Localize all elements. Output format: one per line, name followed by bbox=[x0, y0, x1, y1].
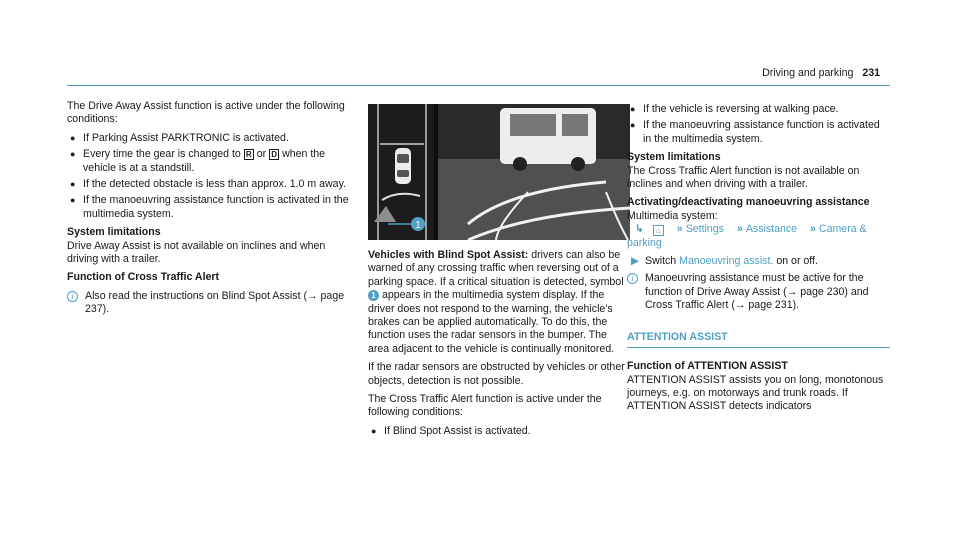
obstructed-text: If the radar sensors are obstructed by vehicles or other objects, detection is not possible. bbox=[368, 361, 625, 387]
running-head bbox=[762, 67, 880, 80]
nav-arrow-icon: » bbox=[810, 223, 816, 236]
note-text[interactable]: Also read the instructions on Blind Spot Assist (→ page 237). bbox=[85, 289, 345, 316]
step-arrow-icon: ▶ bbox=[631, 255, 640, 268]
car-top-icon bbox=[395, 148, 411, 184]
camera-screenshot bbox=[368, 104, 630, 240]
column-right bbox=[627, 103, 890, 419]
bullet-icon: ● bbox=[70, 149, 76, 160]
note bbox=[67, 290, 354, 317]
top-view-panel bbox=[368, 104, 434, 240]
page-number: 231 bbox=[862, 67, 880, 79]
attention-function-title: Function of ATTENTION ASSIST bbox=[627, 360, 788, 373]
intro-text: The Drive Away Assist function is active under the following conditions: bbox=[67, 100, 345, 126]
attention-assist-heading: ATTENTION ASSIST bbox=[627, 331, 890, 348]
bullet-icon: ● bbox=[371, 425, 377, 436]
column-middle bbox=[368, 104, 630, 443]
manoeuvring-assist-link[interactable]: Manoeuvring assist. bbox=[679, 255, 774, 268]
header-rule bbox=[67, 85, 890, 86]
list-item: ● If the manoeuvring assistance function is activated in the multimedia system. bbox=[630, 119, 880, 145]
nav-assistance[interactable]: Assistance bbox=[745, 223, 798, 236]
rear-camera-panel bbox=[438, 104, 630, 240]
gear-d-symbol: D bbox=[269, 149, 279, 160]
attention-text: ATTENTION ASSIST assists you on long, monotonous journeys, e.g. on motorways and trunk roads. If ATTENTION ASSIST detects indicators bbox=[627, 373, 884, 413]
activate-title: Activating/deactivating manoeuvring assistance bbox=[627, 196, 870, 209]
list-item: ● If Blind Spot Assist is activated. bbox=[371, 424, 531, 437]
limitations-title: System limitations bbox=[67, 226, 161, 239]
note-text: Manoeuvring assistance must be active for the function of Drive Away Assist (→ page 230) and Cross Traffic Alert (→ page 231). bbox=[645, 272, 869, 312]
dra-conditions-list bbox=[67, 132, 354, 221]
column-left bbox=[67, 100, 354, 322]
switch-step: ▶ Switch Manoeuvring assist. on or off. bbox=[631, 255, 818, 268]
info-icon: i bbox=[627, 273, 638, 284]
bullet-icon: ● bbox=[70, 132, 76, 143]
gear-r-symbol: R bbox=[244, 149, 254, 160]
note bbox=[627, 272, 890, 312]
list-item: ● If the vehicle is reversing at walking pace. bbox=[630, 103, 839, 115]
warning-symbol-badge: 1 bbox=[368, 290, 379, 301]
list-item: ● If Parking Assist PARKTRONIC is activated. bbox=[70, 131, 289, 144]
cta-conditions-list-cont bbox=[627, 103, 890, 146]
limitations-text: Drive Away Assist is not available on inclines and when driving with a trailer. bbox=[67, 239, 326, 266]
rear-camera-svg bbox=[438, 104, 630, 240]
cta-active-text: The Cross Traffic Alert function is active under the following conditions: bbox=[368, 393, 602, 419]
cta-function-title: Function of Cross Traffic Alert bbox=[67, 271, 220, 284]
list-item: ● If the manoeuvring assistance function is activated in the multimedia system. bbox=[70, 194, 349, 220]
info-icon: i bbox=[67, 291, 78, 302]
cta-conditions-list bbox=[368, 425, 630, 438]
nav-path bbox=[627, 223, 890, 250]
figure-callout-number: 1 bbox=[415, 220, 421, 231]
bullet-icon: ● bbox=[630, 120, 636, 131]
top-view-svg bbox=[368, 104, 434, 240]
nav-arrow-icon: » bbox=[736, 223, 743, 236]
bullet-icon: ● bbox=[70, 179, 76, 190]
list-item: ● Every time the gear is changed to R or D when the vehicle is at a standstill. bbox=[70, 148, 326, 174]
cta-limitations-title: System limitations bbox=[627, 151, 721, 164]
bullet-icon: ● bbox=[70, 195, 76, 206]
nav-camera-parking[interactable]: Camera & parking bbox=[627, 223, 867, 249]
bullet-icon: ● bbox=[630, 104, 636, 114]
cta-limitations-text: The Cross Traffic Alert function is not available on inclines and when driving with a trailer. bbox=[627, 164, 860, 191]
home-icon[interactable]: ⌂ bbox=[653, 225, 664, 236]
multimedia-label: Multimedia system: bbox=[627, 209, 718, 222]
nav-arrow-icon: » bbox=[676, 223, 683, 236]
section-title: Driving and parking bbox=[762, 67, 854, 79]
nav-arrow-icon: ↳ bbox=[635, 223, 644, 236]
bsa-paragraph: Vehicles with Blind Spot Assist: drivers can also be warned of any crossing traffic when reversing out of a parking space. If a critical situation is detected, symbol 1 appears in the multimedia system display. If the driver does not respond to the warning, the vehicle's brakes can be applied automatically. To do this, the function uses the radar sensors in the bumper. The area adjacent to the vehicle is continually monitored. bbox=[368, 249, 624, 355]
nav-settings[interactable]: Settings bbox=[685, 223, 724, 236]
list-item: ● If the detected obstacle is less than approx. 1.0 m away. bbox=[70, 178, 347, 191]
